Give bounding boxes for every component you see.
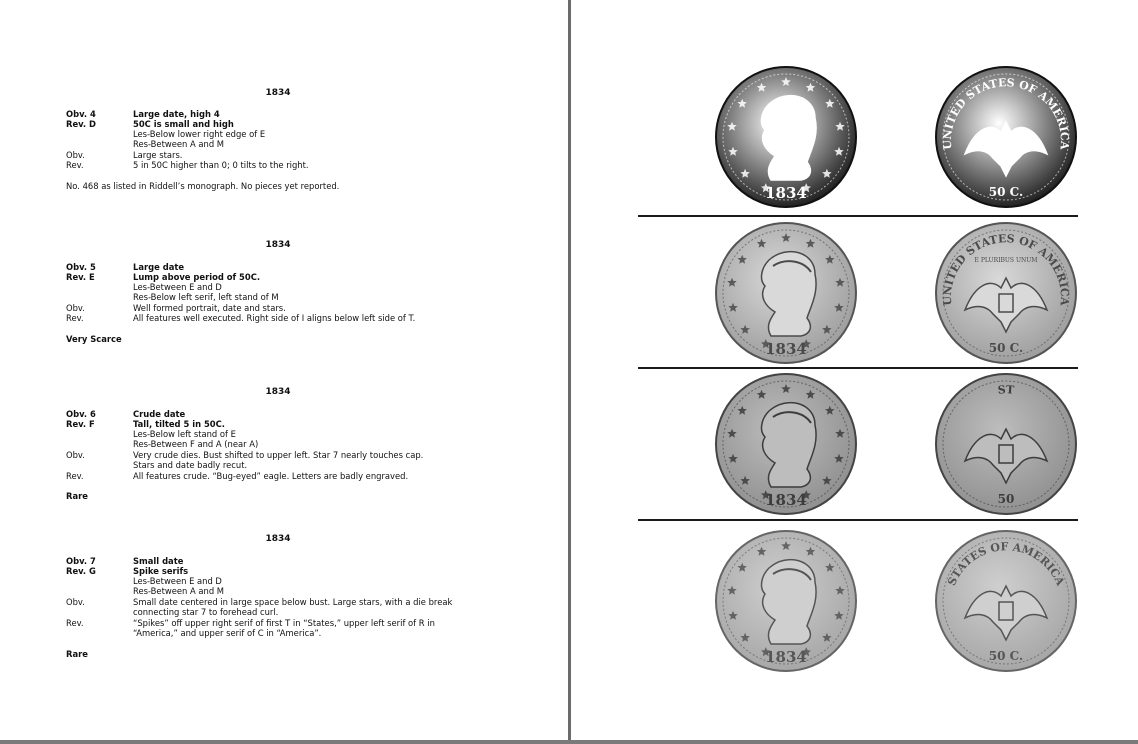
obverse-desc: Very crude dies. Bust shifted to upper left. Star 7 nearly touches cap. [133, 450, 424, 460]
les-text: Les-Between E and D [133, 576, 222, 586]
entry-year: 1834 [265, 88, 291, 98]
coin-reverse-4 [935, 530, 1077, 672]
coin-date: 1834 [765, 340, 807, 358]
obverse-title: Large date [133, 262, 185, 272]
les-text: Les-Below lower right edge of E [133, 129, 266, 139]
reverse-desc-continued: “America,” and upper serif of C in “America”. [133, 628, 322, 638]
obverse-title: Crude date [133, 409, 186, 419]
res-text: Res-Between F and A (near A) [133, 439, 259, 449]
right-page [571, 0, 1138, 740]
viewer-bottom-edge [0, 740, 1138, 744]
entry-year: 1834 [265, 240, 291, 250]
obverse-key: Obv. 7 [66, 556, 96, 566]
coin-obverse-1 [715, 66, 857, 208]
coin-date: 1834 [765, 648, 807, 666]
coin-date: 1834 [765, 184, 807, 202]
coin-obverse-3 [715, 373, 857, 515]
rarity-label: Very Scarce [66, 334, 122, 344]
entry-year: 1834 [265, 534, 291, 544]
coin-legend: UNITED STATES OF AMERICA [940, 76, 1072, 151]
rarity-label: Rare [66, 491, 88, 501]
obverse-desc-continued: connecting star 7 to forehead curl. [133, 607, 279, 617]
obverse-desc: Small date centered in large space below bust. Large stars, with a die break [133, 597, 453, 607]
reverse-title: Tall, tilted 5 in 50C. [133, 419, 225, 429]
coin-obverse-2 [715, 222, 857, 364]
obverse-key: Obv. 4 [66, 109, 96, 119]
obverse-key: Obv. 6 [66, 409, 96, 419]
res-text: Res-Between A and M [133, 586, 225, 596]
coin-denomination: 50 C. [988, 649, 1024, 663]
coin-legend: UNITED STATES OF AMERICA [940, 232, 1072, 307]
coin-legend: ST [997, 383, 1015, 397]
reverse-desc: “Spikes” off upper right serif of first T in “States,” upper left serif of R in [133, 618, 435, 628]
coin-denomination: 50 C. [988, 341, 1024, 355]
coin-denomination: 50 C. [988, 185, 1024, 199]
coin-reverse-3 [935, 373, 1077, 515]
obverse-label: Obv. [66, 450, 85, 460]
left-page [0, 0, 568, 740]
coin-denomination: 50 [997, 492, 1015, 506]
reverse-key: Rev. G [66, 566, 96, 576]
coin-legend: STATES OF AMERICA [945, 540, 1067, 588]
plate-divider-2 [638, 367, 1078, 369]
reverse-key: Rev. F [66, 419, 95, 429]
obverse-key: Obv. 5 [66, 262, 96, 272]
obverse-desc: Well formed portrait, date and stars. [133, 303, 286, 313]
reverse-label: Rev. [66, 313, 84, 323]
obverse-title: Small date [133, 556, 184, 566]
obverse-label: Obv. [66, 303, 85, 313]
reverse-title: Lump above period of 50C. [133, 272, 261, 282]
coin-motto: E PLURIBUS UNUM [974, 257, 1038, 264]
obverse-title: Large date, high 4 [133, 109, 220, 119]
reverse-desc: 5 in 50C higher than 0; 0 tilts to the right. [133, 160, 309, 170]
rarity-label: Rare [66, 649, 88, 659]
coin-reverse-2 [935, 222, 1077, 364]
coin-obverse-4 [715, 530, 857, 672]
entry-year: 1834 [265, 387, 291, 397]
reverse-title: Spike serifs [133, 566, 189, 576]
obverse-desc: Large stars. [133, 150, 183, 160]
reverse-label: Rev. [66, 618, 84, 628]
reverse-desc: All features crude. “Bug-eyed” eagle. Letters are badly engraved. [133, 471, 409, 481]
reverse-key: Rev. E [66, 272, 95, 282]
coin-reverse-1 [935, 66, 1077, 208]
entry-note: No. 468 as listed in Riddell’s monograph. No pieces yet reported. [66, 181, 340, 191]
plate-divider-1 [638, 215, 1078, 217]
plate-divider-3 [638, 519, 1078, 521]
obverse-label: Obv. [66, 150, 85, 160]
reverse-key: Rev. D [66, 119, 96, 129]
obverse-label: Obv. [66, 597, 85, 607]
les-text: Les-Between E and D [133, 282, 222, 292]
reverse-label: Rev. [66, 160, 84, 170]
reverse-label: Rev. [66, 471, 84, 481]
res-text: Res-Between A and M [133, 139, 225, 149]
reverse-desc: All features well executed. Right side of I aligns below left side of T. [133, 313, 416, 323]
coin-date: 1834 [765, 491, 807, 509]
obverse-desc-continued: Stars and date badly recut. [133, 460, 248, 470]
res-text: Res-Below left serif, left stand of M [133, 292, 279, 302]
reverse-title: 50C is small and high [133, 119, 234, 129]
les-text: Les-Below left stand of E [133, 429, 236, 439]
